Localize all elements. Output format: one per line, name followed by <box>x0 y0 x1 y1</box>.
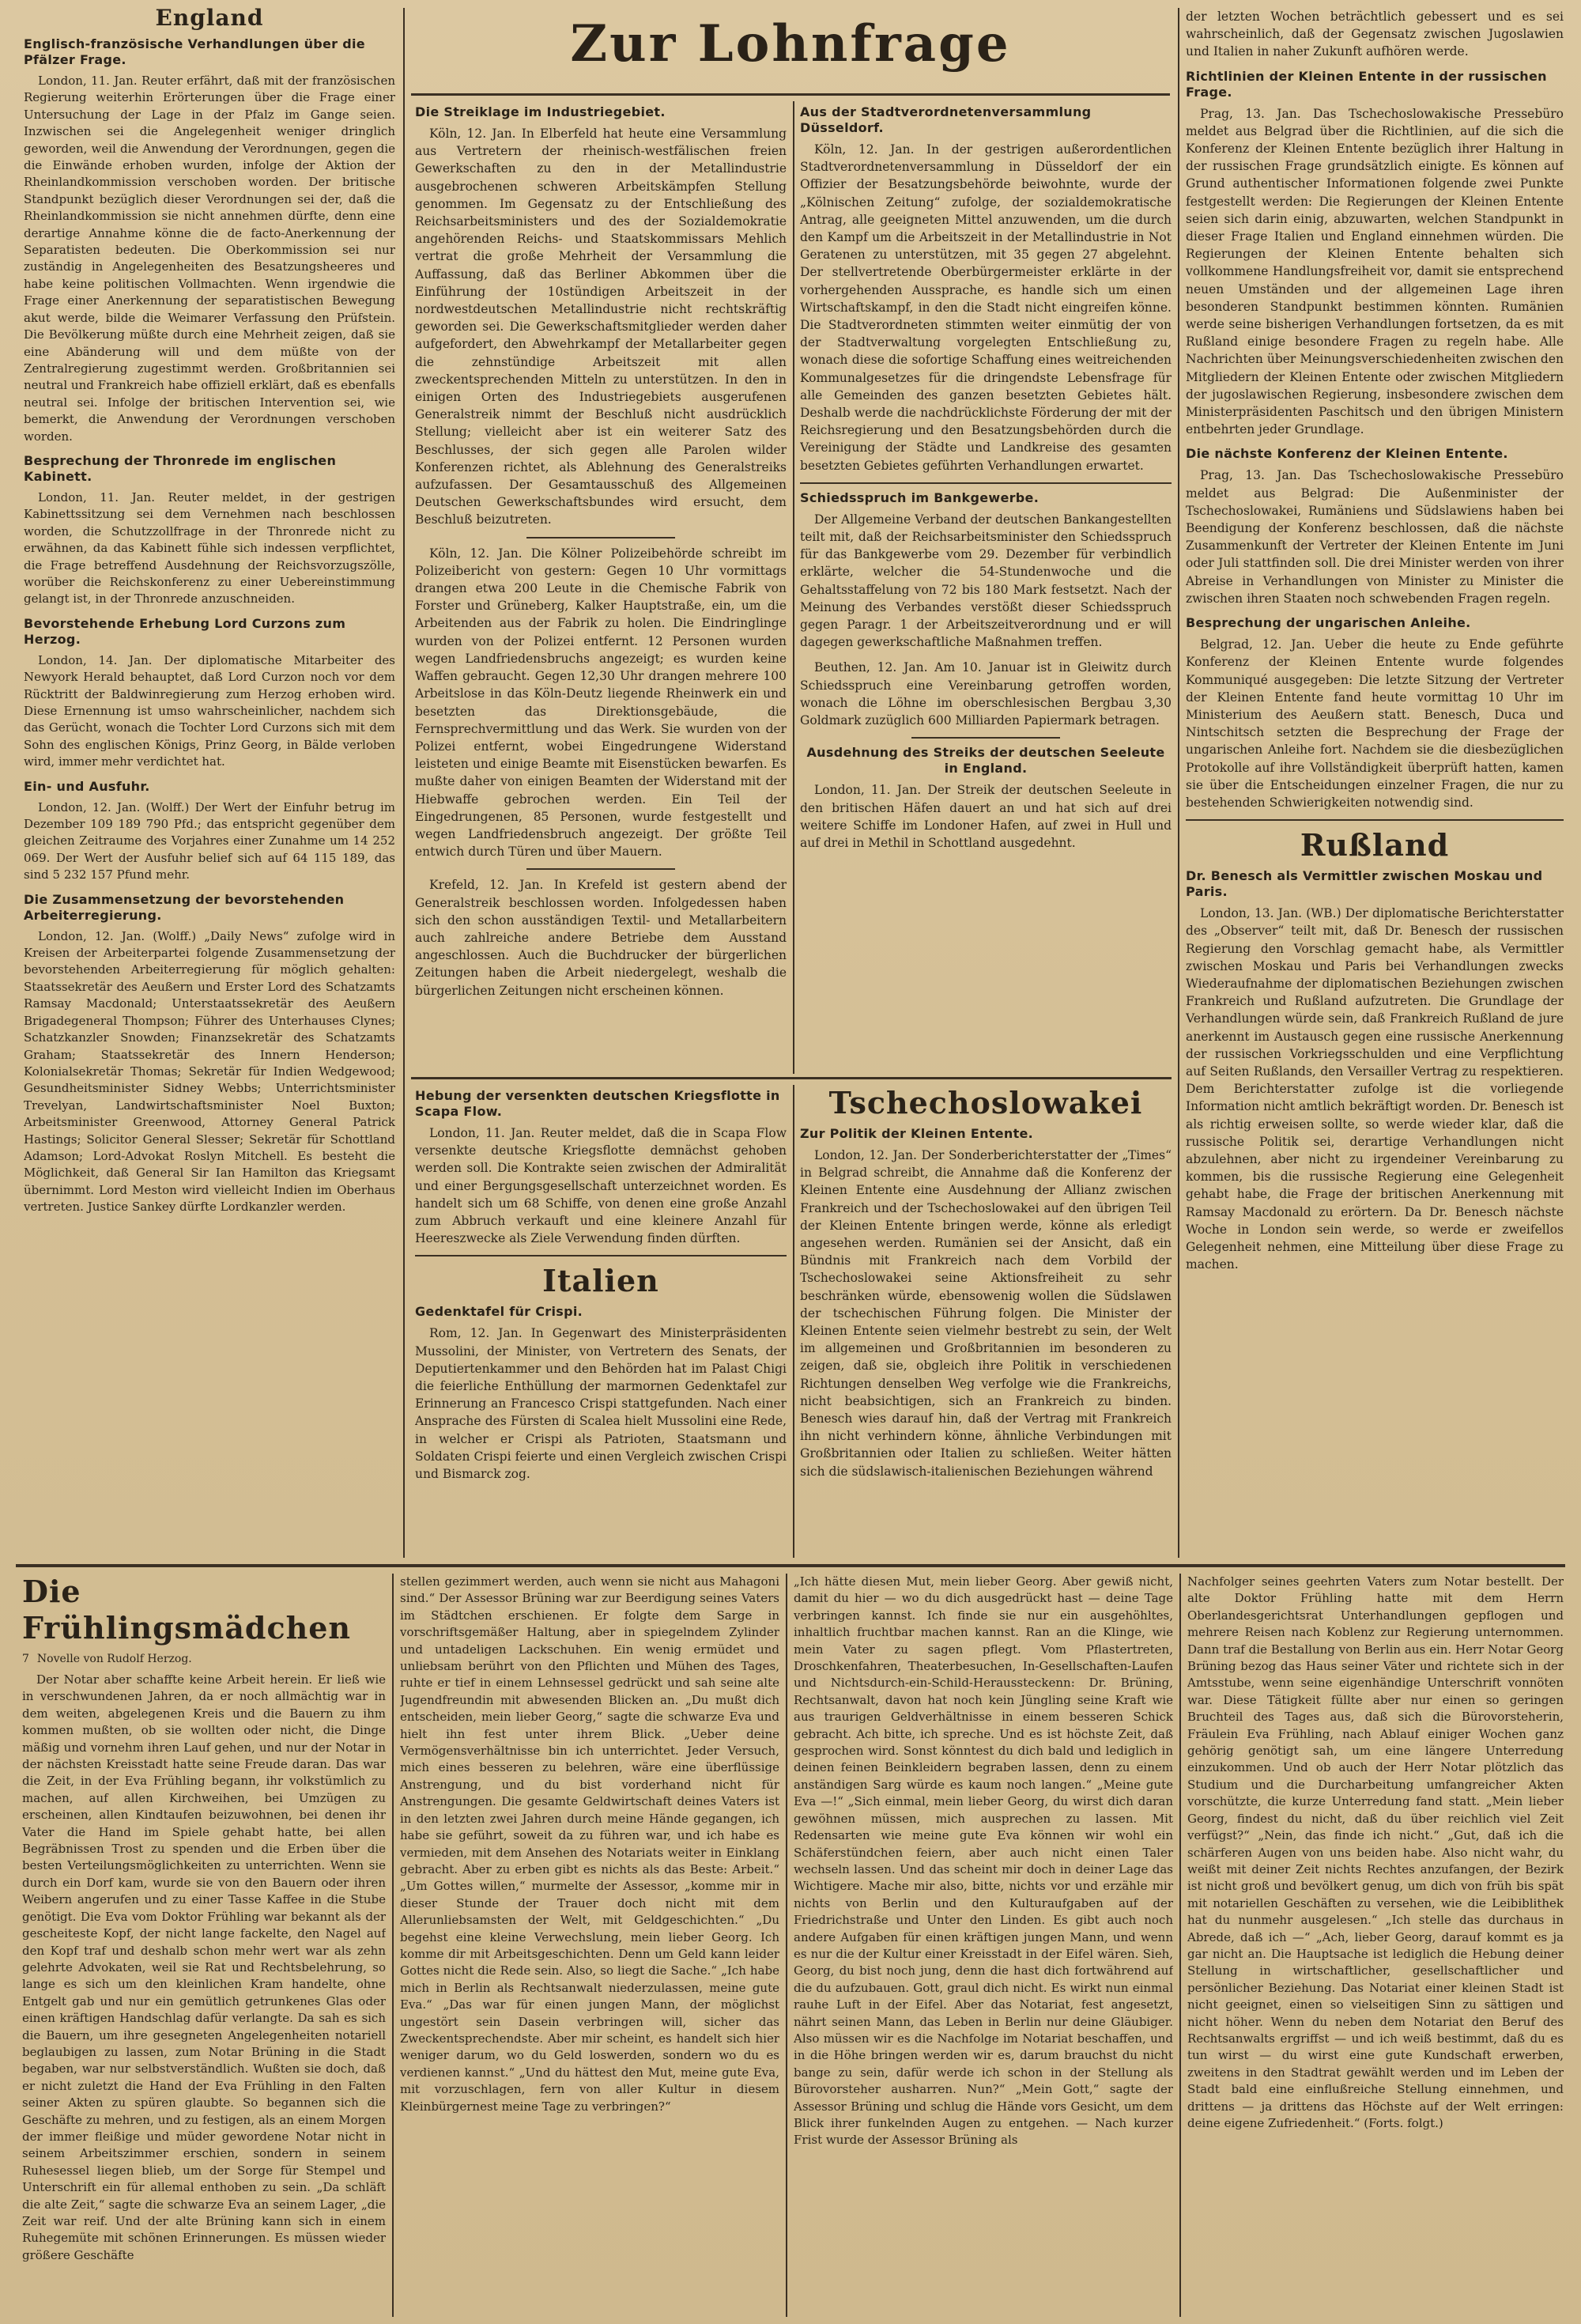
column-rule <box>786 1574 787 2317</box>
article <box>24 453 395 608</box>
column-rule <box>793 1085 794 1558</box>
article <box>800 490 1172 652</box>
article-body: London, 12. Jan. (Wolff.) „Daily News“ zufolge wird in Kreisen der Arbeiterpartei folgende Zusammensetzung der bevorstehenden Arbeiterregierung für möglich gehalten: Staatssekretär des Aeußern und Erster Lord des Schatzamts Ramsay Macdonald; Unterstaatssekretär des Aeußern Brigadegeneral Thompson; Führer des Unterhauses Clynes; Schatzkanzler Snowden; Finanzsekretär des Schatzamts Graham; Staatssekretär des Innern Henderson; Kolonialsekretär Thomas; Sekretär für Indien Wedgewood; Gesundheitsminister Sidney Webbs; Unterrichtsminister Trevelyan, Landwirtschaftsminister Noel Buxton; Arbeitsminister Greenwood, Attorney General Patrick Hastings; Solicitor General Slesser; Sekretär für Schottland Adamson; Lord-Advokat Roslyn Mitchell. Es besteht die Möglichkeit, daß General Sir Ian Hamilton das Kriegsamt übernimmt. Lord Meston wird vielleicht Indien im Oberhaus vertreten. Justice Sankey dürfte Lordkanzler werden. <box>24 928 395 1215</box>
article-body: London, 12. Jan. Der Sonderberichterstatter der „Times“ in Belgrad schreibt, die Annahme daß die Konferenz der Kleinen Entente eine Ausdehnung der Allianz zwischen Frankreich und der Tschechoslowakei auf den übrigen Teil der Kleinen Entente bringen werde, könne als erledigt angesehen werden. Rumänien sei der Ansicht, daß ein Bündnis mit Frankreich nach dem Vorbild der Tschechoslowakei seine Aktionsfreiheit zu sehr beschränken würde, ebensowenig wollen die Südslawen der tschechischen Führung folgen. Die Minister der Kleinen Entente seien vielmehr bestrebt zu sein, der Welt im allgemeinen und Großbritannien im besonderen zu zeigen, daß sie, obgleich ihre Politik in verschiedenen Richtungen denselben Weg verfolge wie die Frankreichs, nicht beabsichtigen, sich an Frankreich zu binden. Benesch wies darauf hin, daß der Vertrag mit Frankreich ihn nicht verhindern könne, ähnliche Verbindungen mit Großbritannien oder Italien zu schließen. Weiter hätten sich die südslawisch-italienischen Beziehungen während <box>800 1148 1172 1479</box>
divider <box>415 1255 787 1256</box>
masthead-title: Zur Lohnfrage <box>570 16 1011 74</box>
column-rule <box>403 8 405 1558</box>
column-rule <box>1179 1574 1181 2317</box>
article-headline: Aus der Stadtverordnetenversammlung Düsseldorf. <box>800 104 1092 135</box>
article-headline: Die nächste Konferenz der Kleinen Entente. <box>1186 446 1508 462</box>
feuilleton-col-1 <box>22 1574 386 2317</box>
article <box>800 745 1172 852</box>
article-body: London, 13. Jan. (WB.) Der diplomatische Berichterstatter des „Observer“ teilt mit, daß Dr. Benesch der russischen Regierung den Vorschlag gemacht habe, als Vermittler zwischen Moskau und Paris bei Verhandlungen zwecks Wiederaufnahme der diplomatischen Beziehungen zwischen Frankreich und Rußland aufzutreten. Die Grundlage der Verhandlungen würde sein, daß Frankreich Rußland de jure anerkennt im Austausch gegen eine russische Anerkennung der russischen Vorkriegsschulden und eine Verpflichtung auf Seiten Rußlands, den Versailler Vertrag zu respektieren. Dem Berichterstatter zufolge ist die vorliegende Information nicht amtlich bekräftigt worden. Dr. Benesch ist als richtig erweisen sollte, so werde wieder klar, daß die russische Politik sei, derartige Verhandlungen nicht abzulehnen, aber nicht zu irgendeiner Vereinbarung zu kommen, bis die russische Regierung eine Gelegenheit gehabt habe, die Frage der britischen Anerkennung mit Ramsay Macdonald zu erörtern. Da Dr. Benesch nächste Woche in London sein werde, so werde er zweifellos Gelegenheit nehmen, eine Mitteilung über diese Frage zu machen. <box>1186 906 1564 1272</box>
novelle-byline <box>22 1651 386 1672</box>
article-body: London, 14. Jan. Der diplomatische Mitarbeiter des Newyork Herald behauptet, daß Lord Curzon noch vor dem Rücktritt der Baldwinregierung zum Herzog erhoben wird. Diese Ernennung ist umso wahrscheinlicher, nachdem sich das Gerücht, wonach die Tochter Lord Curzons sich mit dem Sohn des englischen Königs, Prinz Georg, in Bälde verloben wird, immer mehr verdichtet hat. <box>24 652 395 769</box>
novelle-text: Nachfolger seines geehrten Vaters zum Notar bestellt. Der alte Doktor Frühling hatte mit dem Herrn Oberlandesgerichtsrat Unterhandlungen gepflogen und mehrere Reisen nach Koblenz zur Regierung unternommen. Dann traf die Bestallung von Berlin aus ein. Herr Notar Georg Brüning bezog das Haus seiner Väter und richtete sich in der Amtsstube, wenn seine eigenhändige Unterschrift vonnöten war. Diese Tätigkeit füllte aber nur einen so geringen Bruchteil des Tages aus, daß sich die Bürovorsteherin, Fräulein Eva Frühling, nach Ablauf einiger Wochen ganz gehörig genötigt sah, um eine längere Unterredung einzukommen. Und ob auch der Herr Notar plötzlich das Studium und die Durcharbeitung umfangreicher Akten vorschützte, die kurze Unterredung fand statt. „Mein lieber Georg, findest du nicht, daß du über reichlich viel Zeit verfügst?“ „Nein, das finde ich nicht.“ „Gut, daß ich die schärferen Augen von uns beiden habe. Also nicht wahr, du weißt mit deiner Zeit nichts Rechtes anzufangen, der Bezirk ist nicht groß und bevölkert genug, um dich von früh bis spät mit notariellen Geschäften zu versehen, wie die Leibiblithek hat du nunmehr ausgelesen.“ „Ich stelle das durchaus in Abrede, daß ich —“ „Ach, lieber Georg, darauf kommt es ja gar nicht an. Die Hauptsache ist lediglich die Hebung deiner Stellung in wirtschaftlicher, gesellschaftlicher und persönlicher Beziehung. Das Notariat einer kleinen Stadt ist nicht geeignet, einen so vielseitigen Sinn zu sättigen und nicht höher. Wenn du neben dem Notariat den Beruf des Rechtsanwalts ergriffst — und ich weiß bestimmt, daß du es tun wirst — du wirst eine gute Kundschaft erwerben, zweitens in den Stadtrat gewählt werden und im Leben der Stadt bald eine einflußreiche Stellung einnehmen, und drittens — ja drittens das Höchste auf der Welt erringen: deine eigene Zufriedenheit.“ (Forts. folgt.) <box>1187 1574 1564 2130</box>
divider <box>526 868 675 870</box>
article <box>415 1304 787 1483</box>
article-headline: Dr. Benesch als Vermittler zwischen Moskau und Paris. <box>1186 868 1543 900</box>
novelle-number: 7 <box>22 1653 29 1665</box>
article-body: London, 11. Jan. Reuter meldet, daß die in Scapa Flow versenkte deutsche Kriegsflotte demnächst gehoben werden soll. Die Kontrakte seien zwischen der Admiralität und einer Bergungsgesellschaft unterzeichnet worden. Es handelt sich um 68 Schiffe, von denen eine große Anzahl zum Abbruch verkauft und eine kleinere Anzahl für Heereszwecke als Ziele Verwendung finden dürften. <box>415 1126 787 1246</box>
divider <box>911 737 1060 739</box>
article <box>1186 868 1564 1273</box>
novelle-subtitle: Novelle von Rudolf Herzog. <box>36 1653 192 1665</box>
section-rule <box>411 1077 1172 1079</box>
column-rule <box>1178 8 1179 1558</box>
section-title-russland: Rußland <box>1300 827 1450 863</box>
article <box>415 876 787 999</box>
article-headline: Hebung der versenkten deutschen Kriegsflotte in Scapa Flow. <box>415 1088 780 1119</box>
novelle-text: „Ich hätte diesen Mut, mein lieber Georg. Aber gewiß nicht, damit du hier — wo du dich ausgedrückt hast — deine Tage verbringen kannst. Ich finde sie nur ein ausgehöhltes, inhaltlich fruchtbar machen kannst. Ran an die Klinge, wie mein Vater zu sagen pflegt. Vom Pflastertreten, Droschkenfahren, Theaterbesuchen, In-Gesellschaften-Laufen und Nichtsdurch-ein-Schild-Heraussteckenn: Dr. Brüning, Rechtsanwalt, davon hat noch kein Jüngling seine Kraft wie aus traurigen Geldverhältnisse in einem besseren Schick gebracht. Ach bitte, ich spreche. Und es ist höchste Zeit, daß gesprochen wird. Sonst könntest du dich bald und lediglich in deinen feinen Beinkleidern begraben lassen, denn zu einem anständigen Sarg würde es kaum noch langen.“ „Meine gute Eva —!“ „Sich einmal, mein lieber Georg, du wirst dich daran gewöhnen müssen, mich ausprechen zu lassen. Mit Redensarten wie meine gute Eva können wir wohl ein Schäferstündchen feiern, aber auch nicht einen Taler wechseln lassen. Und das scheint mir doch in deiner Lage das Wichtigere. Mache mir also, bitte, nichts vor und erzähle mir nichts von Berlin und den Kulturaufgaben auf der Friedrichstraße und Unter den Linden. Es gibt auch noch andere Aufgaben für einen kräftigen jungen Mann, und wenn es nur die der Kultur einer Kreisstadt in der Eifel wären. Sieh, Georg, du bist noch jung, denn die hast dich fortwährend auf die du aufzubauen. Gott, graul dich nicht. Es wirkt nun einmal rauhe Luft in der Eifel. Aber das Notariat, fest angesetzt, nährt seinen Mann, das Leben in Berlin nur deine Gläubiger. Also müssen wir es die Nachfolge im Notariat beschaffen, und in die Höhe bringen werden wir es, darum brauchst du nicht bange zu sein, dafür werde ich schon in der Stellung als Bürovorsteher ausharren. Nun?“ „Mein Gott,“ sagte der Assessor Brüning und schlug die Hände vors Gesicht, um dem Blick ihrer funkelnden Augen zu entgehen. — Nach kurzer Frist wurde der Assessor Brüning als <box>794 1574 1173 2148</box>
article-body: der letzten Wochen beträchtlich gebessert und es sei wahrscheinlich, daß der Gegensatz zwischen Jugoslawien und Italien in naher Zukunft aufhören werde. <box>1186 9 1564 59</box>
article-headline: Zur Politik der Kleinen Entente. <box>800 1126 1034 1141</box>
article <box>800 659 1172 729</box>
article-body: Köln, 12. Jan. In Elberfeld hat heute eine Versammlung aus Vertretern der rheinisch-westfälischen freien Gewerkschaften zu den in der Metallindustrie ausgebrochenen schweren Arbeitskämpfen Stellung genommen. Im Gegensatz zu der Entschließung des Reichsarbeitsministers und des der Sozialdemokratie angehörenden Reichs- und Staatskommissars Mehlich vertrat die große Mehrheit der Versammlung die Auffassung, daß das Berliner Abkommen über die Einführung der 10stündigen Arbeitszeit in der nordwestdeutschen Metallindustrie nicht rechtskräftig geworden sei. Die Gewerkschaftsmitglieder werden daher aufgefordert, den Abwehrkampf der Metallarbeiter gegen die zehnstündige Arbeitszeit mit allen zweckentsprechenden Mitteln zu unterstützen. In den in einigen Orten des Industriegebiets ausgerufenen Generalstreik nimmt der Beschluß nicht ausdrücklich Stellung; vielleicht aber ist ein weiterer Satz des Beschlusses, der sich gegen alle Parolen wilder Konferenzen richtet, als Ablehnung des Generalstreiks aufzufassen. Der Gesamtausschuß des Allgemeinen Deutschen Gewerkschaftsbundes wird ersucht, dem Beschluß beizutreten. <box>415 127 787 527</box>
masthead <box>411 16 1170 95</box>
article-headline: Die Streiklage im Industriegebiet. <box>415 104 666 119</box>
article-headline: Ein- und Ausfuhr. <box>24 778 150 794</box>
divider <box>526 537 675 538</box>
novelle-text: Der Notar aber schaffte keine Arbeit herein. Er ließ wie in verschwundenen Jahren, da er noch allmächtig war in dem weiten, abgelegenen Kreis und die Bauern zu ihm kommen mußten, ob sie wollten oder nicht, die Dinge mäßig und vornehm ihren Lauf gehen, und nur der Notar in der nächsten Kreisstadt hatte seine Freude daran. Das war die Zeit, in der Eva Frühling begann, ihr volkstümlich zu machen, auf allen Kirchweihen, bei Umzügen zu erscheinen, allen Kindtaufen beizuwohnen, bei denen ihr Vater die Hand im Spiele gehabt hatte, bei allen Begräbnissen Trost zu spenden und die Erben über die besten Verteilungsmöglichkeiten zu unterrichten. Wenn sie durch ein Dorf kam, wurde sie von den Bauern oder ihren Weibern angerufen und zu einer Tasse Kaffee in die Stube genötigt. Die Eva vom Doktor Frühling war bekannt als der gescheiteste Kopf, der nicht lange fackelte, den Nagel auf den Kopf traf und deshalb schon mehr wert war als zehn gelehrte Advokaten, weil sie Rat und Rechtsbelehrung, so lange es sich um den kleinlichen Kram handelte, ohne Entgelt gab und nur ein gemütlich getrunkenes Glas oder einen kräftigen Handschlag dafür verlangte. Da sah es sich die Bauern, um ihre gesegneten Angelegenheiten notariell beglaubigen zu lassen, zum Notar Brüning in die Stadt begaben, war nur selbstverständlich. Wußten sie doch, daß er nicht zuletzt die Hand der Eva Frühling in den Falten seiner Akten zu spüren glaubte. So begannen sich die Geschäfte zu mehren, und zu festigen, als an einem Morgen der immer fleißige und müder gewordene Notar nicht in seinem Arbeitszimmer erschien, sondern in seinem Ruhesessel liegen blieb, um der Sorge für Stempel und Unterschrift ein für allemal enthoben zu sein. „Da schläft die alte Zeit,“ sagte die schwarze Eva an seinem Lager, „die Zeit war reif. Und der alte Brüning kann sich in einem Ruhegemüte mit schönen Erinnerungen. Es müssen wieder größere Geschäfte <box>22 1672 386 2262</box>
article-body: Beuthen, 12. Jan. Am 10. Januar ist in Gleiwitz durch Schiedsspruch eine Vereinbarung getroffen worden, wonach die Löhne im oberschlesischen Bergbau 3,30 Goldmark zuzüglich 600 Milliarden Papiermark betragen. <box>800 660 1172 728</box>
novelle-title: Die Frühlingsmädchen <box>22 1574 352 1646</box>
article-headline: Ausdehnung des Streiks der deutschen Seeleute in England. <box>806 745 1165 777</box>
article <box>415 545 787 861</box>
column-duesseldorf <box>800 101 1172 1066</box>
article-body: London, 11. Jan. Der Streik der deutschen Seeleute in den britischen Häfen dauert an und hat sich auf drei weitere Schiffe im Londoner Hafen, auf zwei in Hull und auf drei in Methil in Schottland ausgedehnt. <box>800 783 1172 850</box>
article-headline: Richtlinien der Kleinen Entente in der russischen Frage. <box>1186 68 1547 100</box>
column-entente <box>1186 8 1564 1558</box>
column-flotte-italien <box>415 1085 787 1559</box>
article-headline: Englisch-französische Verhandlungen über die Pfälzer Frage. <box>24 36 365 67</box>
feuilleton-col-4 <box>1187 1574 1564 2317</box>
column-tschechoslowakei <box>800 1085 1172 1559</box>
column-rule <box>793 101 794 1074</box>
article <box>24 36 395 445</box>
article <box>415 1088 787 1247</box>
article-body: London, 11. Jan. Reuter meldet, in der gestrigen Kabinettssitzung sei dem Vernehmen nach beschlossen worden, die Schutzzollfrage in der Thronrede nicht zu erwähnen, da das Kabinett fühle sich indessen verpflichtet, die Frage betreffend Ausdehnung der Reichsvorzugszölle, worüber die Reichskonferenz zu einer Uebereinstimmung gelangt ist, in der Thronrede anzuschneiden. <box>24 489 395 607</box>
article <box>1186 8 1564 61</box>
article <box>1186 69 1564 439</box>
section-title-tschechoslowakei: Tschechoslowakei <box>828 1085 1143 1120</box>
article-body: Prag, 13. Jan. Das Tschechoslowakische Pressebüro meldet aus Belgrad: Die Außenminister der Tschechoslowakei, Rumäniens und Südslawiens haben bei Beendigung der Konferenz beschlossen, daß die nächste Zusammenkunft der Vertreter der Kleinen Entente im Juni oder Juli stattfinden soll. Die drei Minister werden von ihrer Abreise in Verhandlungen von Minister zu Minister die zwischen ihren Staaten noch schwebenden Fragen regeln. <box>1186 468 1564 606</box>
section-title-italien: Italien <box>542 1263 659 1299</box>
article-headline: Besprechung der ungarischen Anleihe. <box>1186 615 1471 631</box>
section-title-england: England <box>155 5 264 31</box>
masthead-rule <box>411 93 1170 96</box>
column-rule <box>392 1574 394 2317</box>
article <box>24 616 395 771</box>
article-body: London, 11. Jan. Reuter erfährt, daß mit der französischen Regierung weiterhin Erörterungen über die Frage einer Untersuchung der Lage in der Pfalz im Gange seien. Inzwischen sei die Angelegenheit weniger dringlich geworden, weil die Anwendung der Verordnungen, gegen die die Einwände erhoben wurden, infolge der Aktion der Rheinlandkommission verschoben worden. Der britische Standpunkt bezüglich dieser Verordnungen sei der, daß die Rheinlandkommission sie nicht annehmen dürfte, denn eine derartige Annahme könne die de facto-Anerkennung der Separatisten bedeuten. Die Oberkommission sei nur zuständig in Angelegenheiten des Besatzungsheeres und habe keine politischen Vollmachten. Wenn irgendwie die Frage einer Anerkennung der separatistischen Bewegung akut werde, bilde die Weimarer Verfassung den Prüfstein. Die Bevölkerung müßte durch eine Mehrheit zeigen, daß sie eine Abänderung will und dem müßte von der Zentralregierung zugestimmt werden. Großbritannien sei neutral und Frankreich habe offiziell erklärt, daß es ebenfalls neutral sei. Infolge der britischen Intervention sei, wie bemerkt, die Anwendung der Verordnungen verschoben worden. <box>24 74 395 444</box>
column-england <box>24 0 395 1562</box>
article-body: Köln, 12. Jan. In der gestrigen außerordentlichen Stadtverordnetenversammlung in Düsseldorf der ein Offizier der Besatzungsbehörde beiwohnte, wurde der „Kölnischen Zeitung“ zufolge, der sozialdemokratische Antrag, alle geeigneten Mittel anzuwenden, um die durch den Kampf um die Arbeitszeit in der Metallindustrie in Not Geratenen zu unterstützen, mit 35 gegen 27 abgelehnt. Der stellvertretende Oberbürgermeister erklärte in der vorhergehenden Aussprache, es handle sich um einen Wirtschaftskampf, in den die Stadt nicht eingreifen könne. Die Stadtverordneten stimmten weiter einmütig der von der Stadtverwaltung vorgelegten Entschließung zu, wonach diese die sofortige Schaffung eines weitreichenden Kommunalgesetzes für die dringendste Lebensfrage für alle Gemeinden des ganzen besetzten Gebietes hält. Deshalb werde die nachdrücklichste Förderung der mit der Reichsregierung und den Besatzungsbehörden durch die Vereinigung der Städte und Landkreise des gesamten besetzten Gebietes geführten Verhandlungen erwartet. <box>800 142 1172 473</box>
article <box>800 1126 1172 1480</box>
article-body: Belgrad, 12. Jan. Ueber die heute zu Ende geführte Konferenz der Kleinen Entente wurde folgendes Kommuniqué ausgegeben: Die letzte Sitzung der Vertreter der Kleinen Entente fand heute vormittag 10 Uhr im Ministerium des Aeußern statt. Benesch, Duca und Nintschitsch setzten die Besprechung der Frage der ungarischen Anleihe fort. Nachdem sie die diesbezüglichen Protokolle auf ihre Vollständigkeit überprüft hatten, kamen sie über die Entscheidungen einzelner Fragen, die nur zu bestehenden Schwierigkeiten notwendig sind. <box>1186 637 1564 810</box>
article-headline: Die Zusammensetzung der bevorstehenden Arbeiterregierung. <box>24 891 345 923</box>
feuilleton-rule <box>16 1564 1565 1567</box>
feuilleton-col-2 <box>400 1574 779 2317</box>
article-body: Krefeld, 12. Jan. In Krefeld ist gestern abend der Generalstreik beschlossen worden. Infolgedessen haben sich den schon ausständigen Textil- und Metallarbeitern auch zahlreiche andere Betriebe dem Ausstand angeschlossen. Auch die Buchdrucker der bürgerlichen Zeitungen haben die Arbeit niedergelegt, weshalb die bürgerlichen Zeitungen nicht erscheinen können. <box>415 878 787 998</box>
article-headline: Besprechung der Thronrede im englischen Kabinett. <box>24 452 337 484</box>
feuilleton-col-3 <box>794 1574 1173 2317</box>
article <box>24 892 395 1216</box>
novelle-text: stellen gezimmert werden, auch wenn sie nicht aus Mahagoni sind.“ Der Assessor Brüning war zur Beerdigung seines Vaters im Städtchen erschienen. Er folgte dem Sarge in vorschriftsgemäßer Haltung, aber in spiegelndem Zylinder und untadeligen Lackschuhen. Ein wenig ermüdet und unliebsam berührt von den Pflichten und Mühen des Tages, ruhte er tief in einem Lehnsessel gedrückt und sah seine alte Jugendfreundin mit abwesenden Blicken an. „Du mußt dich entscheiden, mein lieber Georg,“ sagte die schwarze Eva und hielt ihn fest unter ihrem Blick. „Ueber deine Vermögensverhältnisse bin ich unterrichtet. Jeder Versuch, mich eines besseren zu belehren, wäre eine überflüssige Anstrengung, und du bist vorderhand nicht für Anstrengungen. Die gesamte Geldwirtschaft deines Vaters ist in den letzten zwei Jahren durch meine Hände gegangen, ich habe sie geführt, soweit da zu führen war, und ich habe es vermieden, mit dem Ansehen des Notariats weiter in Einklang gebracht. Aber zu erben gibt es nichts als das Beste: Arbeit.“ „Um Gottes willen,“ murmelte der Assessor, „komme mir in dieser Stunde der Trauer doch nicht mit dem Allerunliebsamsten der Welt, mit Geldgeschichten.“ „Du begehst eine kleine Verwechslung, mein lieber Georg. Ich komme dir mit Arbeitsgeschichten. Denn um Geld kann leider Gottes nicht die Rede sein. Also, so liegt die Sache.“ „Ich habe mich in Berlin als Rechtsanwalt niederzulassen, meine gute Eva.“ „Das war für einen jungen Mann, der möglichst ungestört sein Dasein verbringen will, sicher das Zweckentsprechendste. Aber mir scheint, es handelt sich hier weniger darum, wo du Geld loswerden, sondern wo du es verdienen kannst.“ „Und du hättest den Mut, meine gute Eva, mit vorzuschlagen, fern von aller Kultur in diesem Kleinbürgernest meine Tage zu verbringen?“ <box>400 1574 779 2114</box>
article-body: Prag, 13. Jan. Das Tschechoslowakische Pressebüro meldet aus Belgrad über die Richtlinien, auf die sich die Konferenz der Kleinen Entente bezüglich ihrer Haltung in der russischen Frage grundsätzlich einigte. Es können auf Grund authentischer Informationen folgende zwei Punkte festgestellt werden: Die Regierungen der Kleinen Entente seien sich darin einig, abzuwarten, welchen Standpunkt in dieser Frage Italien und England einnehmen würden. Die Regierungen der Kleinen Entente behalten sich vollkommene Handlungsfreiheit vor, damit sie entsprechend neuen Umständen und der allgemeinen Lage ihren besonderen Standpunkt bestimmen könnten. Rumänien werde seine bisherigen Verhandlungen fortsetzen, da es mit Rußland einige besondere Fragen zu regeln habe. Alle Nachrichten über Meinungsverschiedenheiten zwischen den Mitgliedern der Kleinen Entente oder zwischen Mitgliedern der jugoslawischen Regierung, insbesondere zwischen dem Ministerpräsidenten Paschitsch und den übrigen Ministern entbehrten jeder Grundlage. <box>1186 106 1564 437</box>
article <box>415 104 787 529</box>
article-headline: Gedenktafel für Crispi. <box>415 1304 583 1320</box>
article-body: Der Allgemeine Verband der deutschen Bankangestellten teilt mit, daß der Reichsarbeitsminister den Schiedsspruch für das Bankgewerbe vom 29. Dezember für verbindlich erklärte, welcher die 54-Stundenwoche und die Gehaltsstaffelung von 72 bis 180 Mark festsetzt. Nach der Meinung des Verbandes verstößt dieser Schiedsspruch gegen Paragr. 1 der Arbeitszeitverordnung und er will dagegen gewerkschaftliche Maßnahmen treffen. <box>800 512 1172 650</box>
article-body: Köln, 12. Jan. Die Kölner Polizeibehörde schreibt im Polizeibericht von gestern: Gegen 10 Uhr vormittags drangen etwa 200 Leute in die Chemische Fabrik von Forster und Grüneberg, Kalker Hauptstraße, ein, um die Arbeitenden aus der Fabrik zu holen. Die Eindringlinge wurden von der Polizei entfernt. 12 Personen wurden wegen Landfriedensbruchs angezeigt; es wurden keine Waffen gebraucht. Gegen 12,30 Uhr drangen mehrere 100 Arbeitslose in das Köln-Deutz liegende Rheinwerk ein und besetzten das Direktionsgebäude, die Fernsprechvermittlung und das Werk. Sie wurden von der Polizei entfernt, wobei Eingedrungene Widerstand leisteten und einige Beamte mit Eisenstücken bewarfen. Es mußte daher von einigen Beamten der Widerstand mit der Hiebwaffe gebrochen werden. Ein Teil der Eingedrungenen, 85 Personen, wurde festgestellt und wegen Landfriedensbruch angezeigt. Der größte Teil entwich durch Türen und über Mauern. <box>415 546 787 860</box>
divider <box>800 482 1172 484</box>
article-body: Rom, 12. Jan. In Gegenwart des Ministerpräsidenten Mussolini, der Minister, von Vertretern des Senats, der Deputiertenkammer und den Behörden hat im Palast Chigi die feierliche Enthüllung der marmornen Gedenktafel zur Erinnerung an Francesco Crispi stattgefunden. Nach einer Ansprache des Fürsten di Scalea hielt Mussolini eine Rede, in welcher er Crispi als Patrioten, Staatsmann und Soldaten Crispi feierte und einen Vergleich zwischen Crispi und Bismarck zog. <box>415 1326 787 1482</box>
article-headline: Bevorstehende Erhebung Lord Curzons zum Herzog. <box>24 615 346 647</box>
article <box>800 104 1172 474</box>
article-headline: Schiedsspruch im Bankgewerbe. <box>800 489 1040 505</box>
article-body: London, 12. Jan. (Wolff.) Der Wert der Einfuhr betrug im Dezember 109 189 790 Pfd.; das entspricht gegenüber dem gleichen Zeitraume des Vorjahres einer Zunahme um 14 252 069. Der Wert der Ausfuhr belief sich auf 64 115 189, das sind 5 232 157 Pfund mehr. <box>24 799 395 882</box>
article <box>1186 446 1564 607</box>
article <box>24 779 395 884</box>
column-streiklage <box>415 101 787 1066</box>
article <box>1186 615 1564 811</box>
divider <box>1186 819 1564 821</box>
